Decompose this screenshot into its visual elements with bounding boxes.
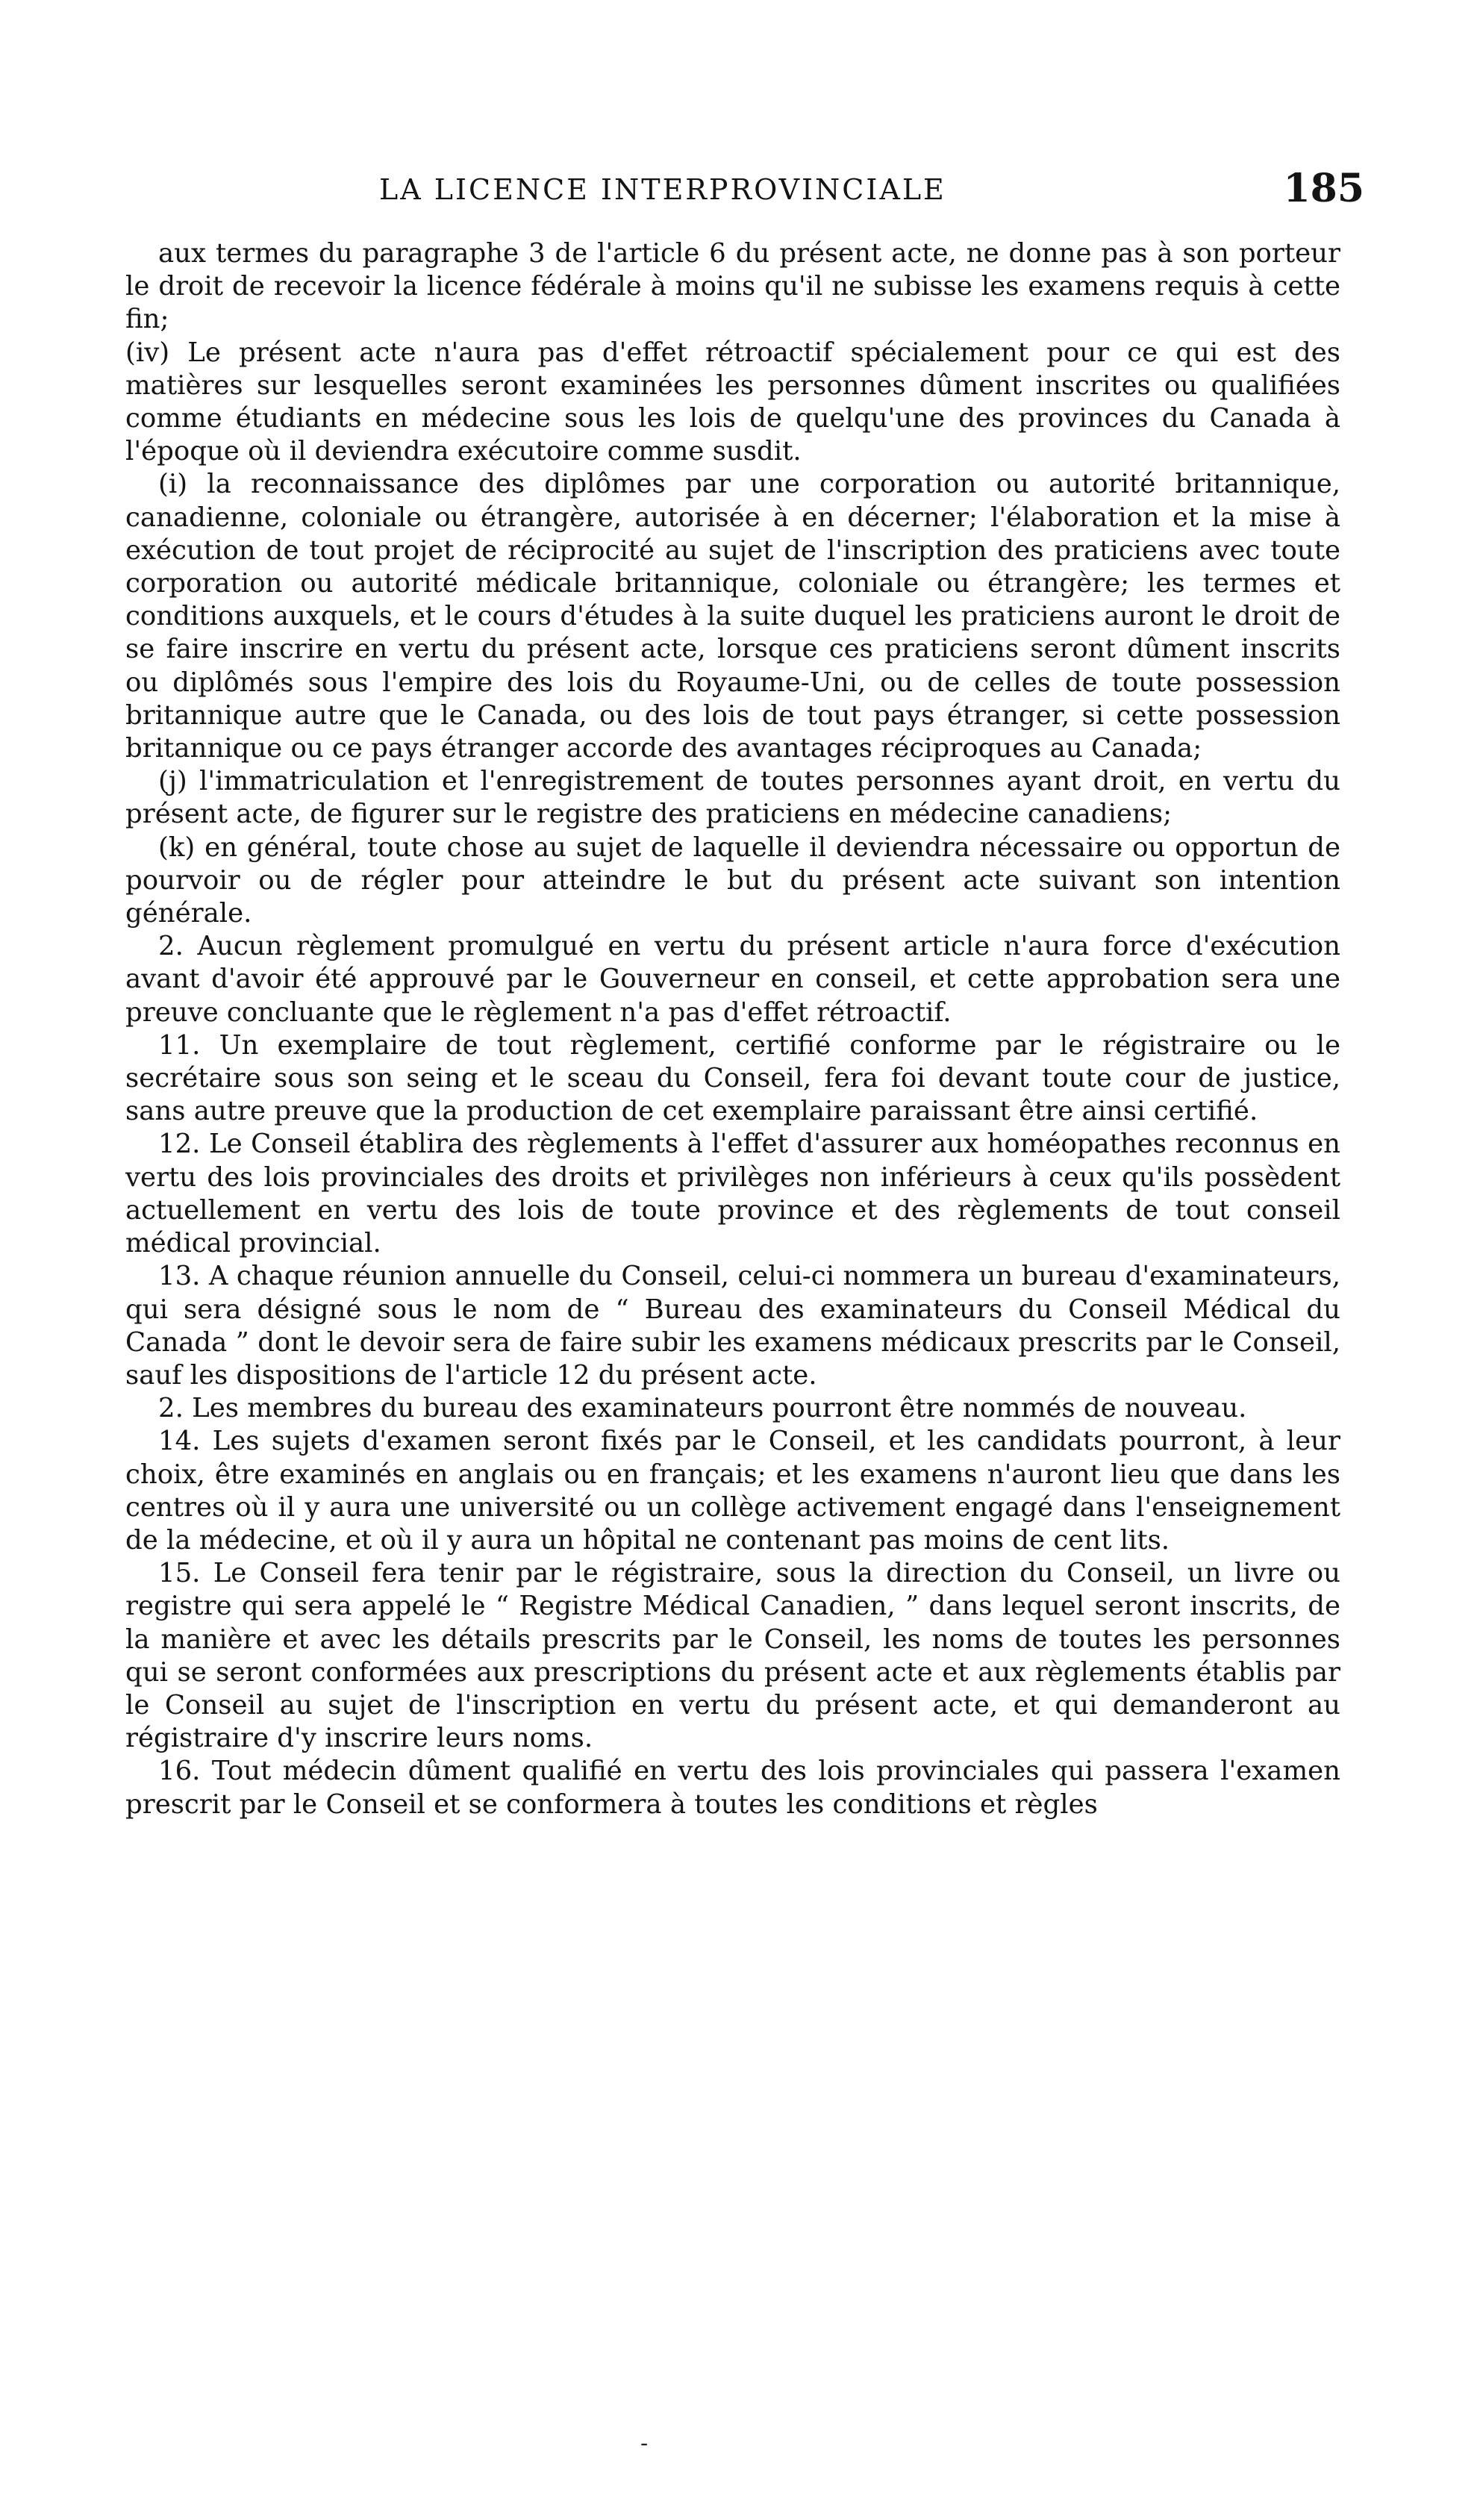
paragraph-clause-j: (j) l'immatriculation et l'enregistrement de toutes personnes ayant droit, en vertu du présent acte, de figurer sur le registre des praticiens en médecine canadiens;: [125, 766, 1340, 830]
paragraph-section-14: 14. Les sujets d'examen seront fixés par le Conseil, et les candidats pourront, à leur choix, être examinés en anglais ou en français; et les examens n'auront lieu que dans les centres où il y aura une université ou un collège activement engagé dans l'enseignement de la médecine, et où il y aura un hôpital ne contenant pas moins de cent lits.: [125, 1426, 1340, 1556]
paragraph-section-13: 13. A chaque réunion annuelle du Conseil, celui-ci nommera un bureau d'examinateurs, qui sera désigné sous le nom de “ Bureau des examinateurs du Conseil Médical du Canada ” dont le devoir sera de faire subir les examens médicaux prescrits par le Conseil, sauf les dispositions de l'article 12 du présent acte.: [125, 1261, 1340, 1391]
running-head: [379, 166, 1364, 225]
paragraph-subsection-iv: (iv) Le présent acte n'aura pas d'effet rétroactif spécialement pour ce qui est des matières sur lesquelles seront examinées les personnes dûment inscrites ou qualifiées comme étudiants en médecine sous les lois de quelqu'une des provinces du Canada à l'époque où il deviendra exécutoire comme susdit.: [125, 337, 1340, 467]
paragraph-section-11: 11. Un exemplaire de tout règlement, certifié conforme par le régistraire ou le secrétaire sous son seing et le sceau du Conseil, fera foi devant toute cour de justice, sans autre preuve que la production de cet exemplaire paraissant être ainsi certifié.: [125, 1029, 1340, 1127]
paragraph-clause-k: (k) en général, toute chose au sujet de laquelle il deviendra nécessaire ou opportun de pourvoir ou de régler pour atteindre le but du présent acte suivant son intention générale.: [125, 832, 1340, 929]
paragraph-section-16: 16. Tout médecin dûment qualifié en vertu des lois provinciales qui passera l'examen prescrit par le Conseil et se conformera à toutes les conditions et règles: [125, 1756, 1340, 1820]
running-title: LA LICENCE INTERPROVINCIALE: [379, 173, 946, 206]
paragraph-clause-i: (i) la reconnaissance des diplômes par une corporation ou autorité britannique, canadienne, coloniale ou étrangère, autorisée à en décerner; l'élaboration et la mise à exécution de tout projet de réciprocité au sujet de l'inscription des praticiens avec toute corporation ou autorité médicale britannique, coloniale ou étrangère; les termes et conditions auxquels, et le cours d'études à la suite duquel les praticiens auront le droit de se faire inscrire en vertu du présent acte, lorsque ces praticiens seront dûment inscrits ou diplômés sous l'empire des lois du Royaume-Uni, ou de celles de toute possession britannique autre que le Canada, ou des lois de tout pays étranger, si cette possession britannique ou ce pays étranger accorde des avantages réciproques au Canada;: [125, 469, 1340, 764]
paragraph-section-10-2: 2. Aucun règlement promulgué en vertu du présent article n'aura force d'exécution avant d'avoir été approuvé par le Gouverneur en conseil, et cette approbation sera une preuve concluante que le règlement n'a pas d'effet rétroactif.: [125, 931, 1340, 1028]
page-number: 185: [1283, 166, 1364, 211]
body-text: [125, 237, 1340, 1821]
paragraph-section-15: 15. Le Conseil fera tenir par le régistraire, sous la direction du Conseil, un livre ou registre qui sera appelé le “ Registre Médical Canadien, ” dans lequel seront inscrits, de la manière et avec les détails prescrits par le Conseil, les noms de toutes les personnes qui se seront conformées aux prescriptions du présent acte et aux règlements établis par le Conseil au sujet de l'inscription en vertu du présent acte, et qui demanderont au régistraire d'y inscrire leurs noms.: [125, 1558, 1340, 1754]
paragraph-continuation: aux termes du paragraphe 3 de l'article 6 du présent acte, ne donne pas à son porteur le droit de recevoir la licence fédérale à moins qu'il ne subisse les examens requis à cette fin;: [125, 238, 1340, 335]
paragraph-section-13-2: 2. Les membres du bureau des examinateurs pourront être nommés de nouveau.: [158, 1393, 1247, 1424]
paragraph-section-12: 12. Le Conseil établira des règlements à l'effet d'assurer aux homéopathes reconnus en vertu des lois provinciales des droits et privilèges non inférieurs à ceux qu'ils possèdent actuellement en vertu des lois de toute province et des règlements de tout conseil médical provincial.: [125, 1129, 1340, 1259]
footer-mark: -: [640, 2430, 649, 2457]
